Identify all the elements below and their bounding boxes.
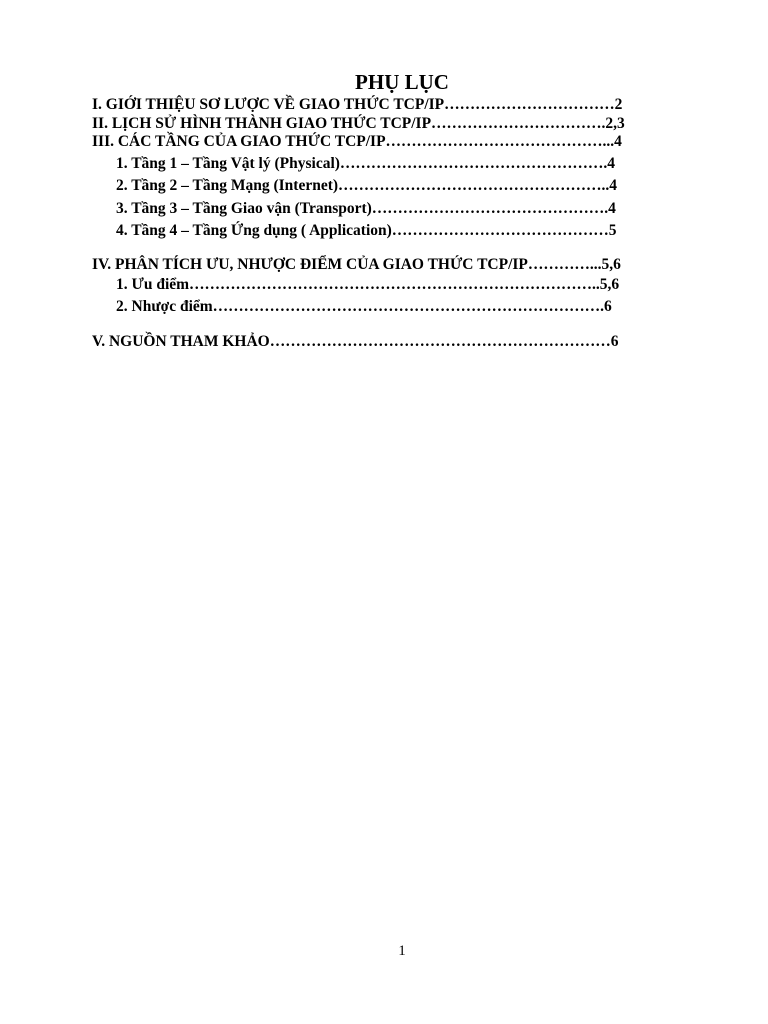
- toc-entry-section-5: V. NGUỒN THAM KHẢO…………………………………………………………6: [92, 333, 619, 350]
- toc-entry-section-4: IV. PHÂN TÍCH ƯU, NHƯỢC ĐIỂM CỦA GIAO THỨC TCP/IP…………...5,6: [92, 256, 621, 273]
- toc-entry-advantages: 1. Ưu điểm……………………………………………………………………..5,6: [116, 276, 620, 293]
- toc-entry-layer-2: 2. Tầng 2 – Tầng Mạng (Internet)……………………………………………..4: [116, 177, 618, 194]
- toc-entry-section-1: I. GIỚI THIỆU SƠ LƯỢC VỀ GIAO THỨC TCP/IP……………………………2: [92, 96, 623, 113]
- toc-entry-disadvantages: 2. Nhược điểm………………………………………………………………….6: [116, 298, 612, 315]
- page-title: PHỤ LỤC: [355, 70, 449, 94]
- toc-entry-layer-3: 3. Tầng 3 – Tầng Giao vận (Transport)……………………………………….4: [116, 200, 616, 217]
- toc-entry-section-2: II. LỊCH SỬ HÌNH THÀNH GIAO THỨC TCP/IP…………………………….2,3: [92, 115, 625, 132]
- page-number: 1: [398, 943, 406, 959]
- toc-entry-section-3: III. CÁC TẦNG CỦA GIAO THỨC TCP/IP……………………………………...4: [92, 133, 622, 150]
- toc-entry-layer-4: 4. Tầng 4 – Tầng Ứng dụng ( Application)……………………………………5: [116, 222, 617, 239]
- toc-entry-layer-1: 1. Tầng 1 – Tầng Vật lý (Physical)…………………………………………….4: [116, 155, 616, 172]
